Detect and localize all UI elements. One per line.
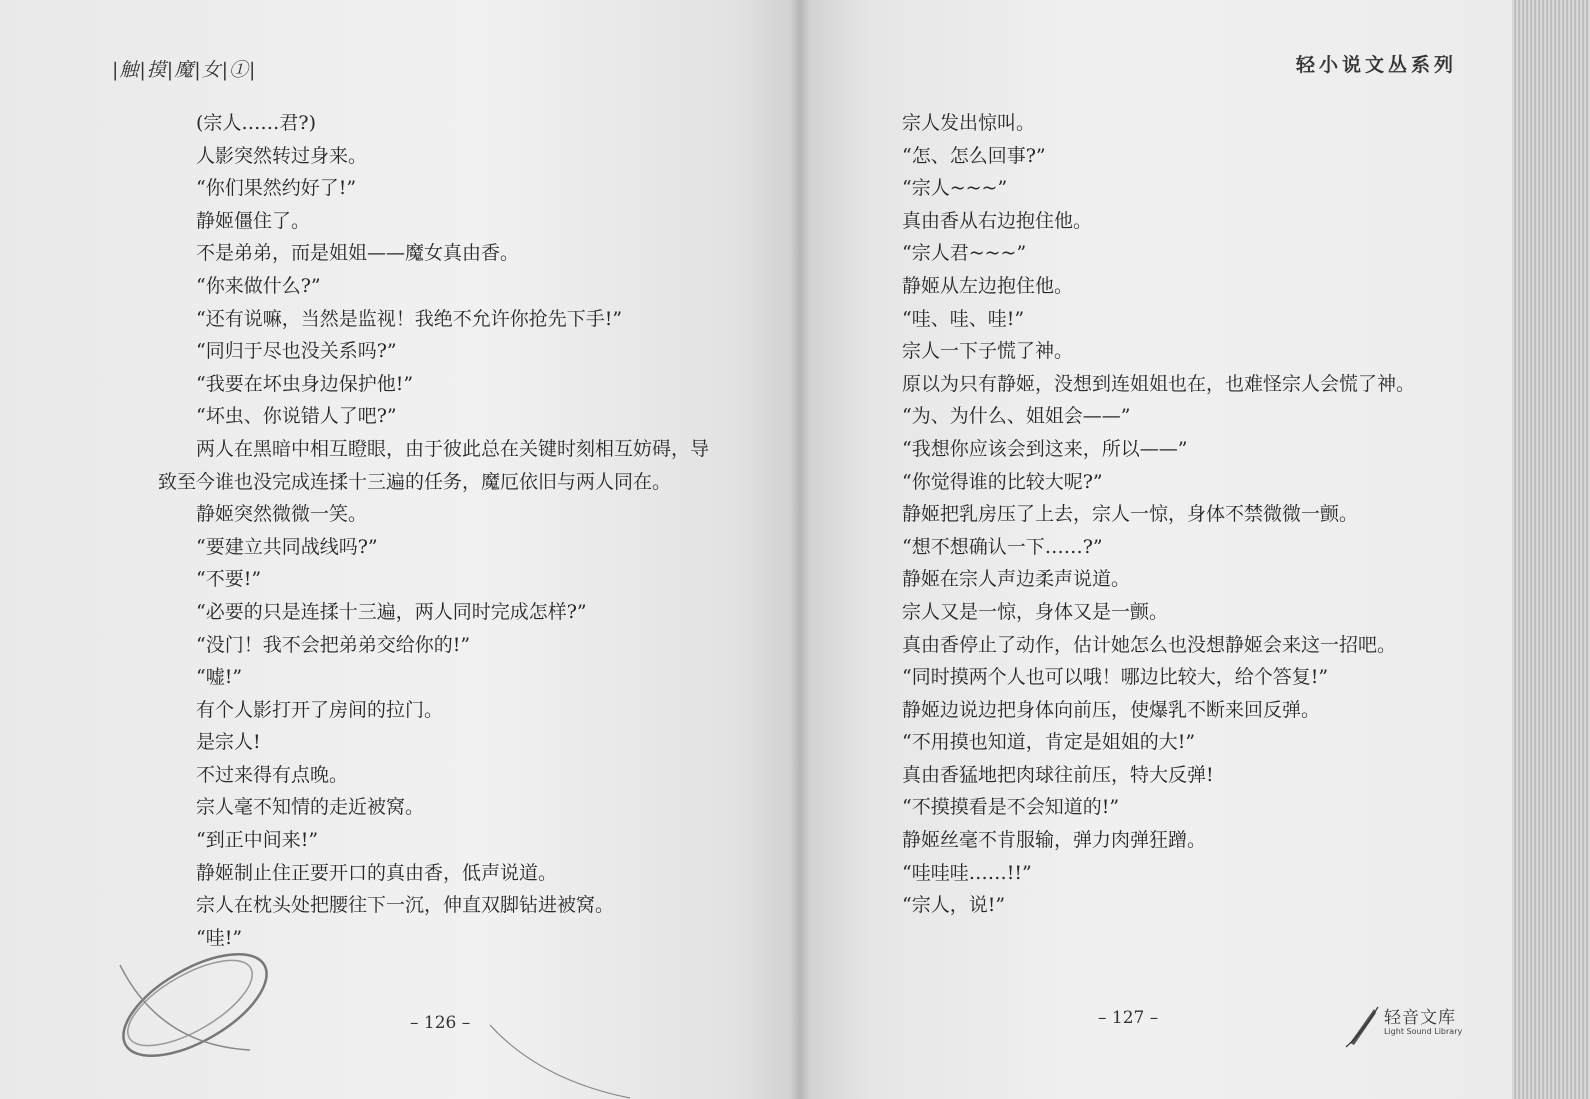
paragraph: “宗人君~~~” (902, 242, 1027, 265)
paragraph: “不要!” (196, 568, 262, 591)
paragraph: “还有说嘛，当然是监视！我绝不允许你抢先下手!” (196, 307, 623, 330)
paragraph: “我想你应该会到这来，所以——” (902, 437, 1188, 460)
paragraph: 有个人影打开了房间的拉门。 (196, 698, 444, 721)
quill-icon (1342, 1003, 1382, 1049)
right-page-number: – 127 – (1098, 1008, 1159, 1028)
page-curl-line (480, 1020, 640, 1099)
left-running-header: |触|摸|魔|女|①| (112, 59, 257, 81)
paragraph: “宗人~~~” (902, 177, 1008, 200)
paragraph: “我要在坏虫身边保护他!” (196, 372, 414, 395)
paragraph: “不摸摸看是不会知道的!” (902, 796, 1120, 819)
paragraph: “必要的只是连揉十三遍，两人同时完成怎样?” (196, 600, 587, 623)
paragraph: 不是弟弟，而是姐姐——魔女真由香。 (196, 242, 520, 265)
paragraph: “要建立共同战线吗?” (196, 535, 378, 558)
right-running-header: 轻小说文丛系列 (1296, 54, 1458, 76)
paragraph: 宗人毫不知情的走近被窝。 (196, 796, 425, 819)
paragraph: (宗人……君?) (196, 112, 317, 134)
paragraph: 静姬边说边把身体向前压，使爆乳不断来回反弹。 (902, 698, 1321, 721)
paragraph: 静姬僵住了。 (196, 209, 311, 232)
paragraph: 是宗人! (196, 731, 261, 754)
book-spine (790, 0, 810, 1099)
paragraph: 宗人发出惊叫。 (902, 112, 1036, 134)
paragraph: “想不想确认一下……?” (902, 535, 1103, 558)
logo-subtitle: Light Sound Library (1384, 1027, 1463, 1036)
paragraph: 静姬制止住正要开口的真由香，低声说道。 (196, 861, 558, 884)
paragraph: 原以为只有静姬，没想到连姐姐也在，也难怪宗人会慌了神。 (902, 372, 1416, 395)
paragraph: 真由香停止了动作，估计她怎么也没想静姬会来这一招吧。 (902, 633, 1397, 656)
publisher-logo (1342, 1003, 1472, 1049)
paragraph: “哇哇哇……!!” (902, 861, 1032, 884)
left-page-text (158, 107, 723, 954)
paragraph: “不用摸也知道，肯定是姐姐的大!” (902, 731, 1196, 754)
paragraph: 真由香猛地把肉球往前压，特大反弹! (902, 763, 1214, 786)
paragraph: “为、为什么、姐姐会——” (902, 405, 1131, 428)
page-edges (1512, 0, 1590, 1099)
paragraph: 宗人在枕头处把腰往下一沉，伸直双脚钻进被窝。 (196, 894, 615, 917)
right-page-text (864, 107, 1429, 922)
paragraph: “你来做什么?” (196, 274, 321, 297)
paragraph: “你觉得谁的比较大呢?” (902, 470, 1103, 493)
paragraph: 静姬丝毫不肯服输，弹力肉弹狂蹭。 (902, 829, 1207, 852)
paragraph: “怎、怎么回事?” (902, 144, 1046, 167)
paragraph: 人影突然转过身来。 (196, 144, 368, 167)
paragraph: 宗人又是一惊，身体又是一颤。 (902, 600, 1169, 623)
paragraph: 静姬从左边抱住他。 (902, 274, 1074, 297)
paragraph: “同时摸两个人也可以哦！哪边比较大，给个答复!” (902, 666, 1329, 689)
paragraph: “同归于尽也没关系吗?” (196, 340, 397, 363)
paragraph: “哇、哇、哇!” (902, 307, 1025, 330)
paragraph: 静姬把乳房压了上去，宗人一惊，身体不禁微微一颤。 (902, 503, 1359, 526)
paragraph: 不过来得有点晚。 (196, 763, 349, 786)
paragraph: 两人在黑暗中相互瞪眼，由于彼此总在关键时刻相互妨碍，导致至今谁也没完成连揉十三遍的任务，魔厄依旧与两人同在。 (158, 437, 710, 493)
paragraph: “宗人，说!” (902, 894, 1006, 917)
paragraph: 静姬突然微微一笑。 (196, 503, 368, 526)
paragraph: “没门！我不会把弟弟交给你的!” (196, 633, 471, 656)
paragraph: “到正中间来!” (196, 829, 319, 852)
paragraph: “坏虫、你说错人了吧?” (196, 405, 397, 428)
left-page-number: – 126 – (410, 1013, 471, 1033)
logo-title: 轻音文库 (1384, 1008, 1456, 1028)
paragraph: “你们果然约好了!” (196, 177, 357, 200)
paragraph: 真由香从右边抱住他。 (902, 209, 1093, 232)
swirl-ornament-icon (100, 925, 280, 1065)
paragraph: “哇!” (196, 926, 243, 949)
paragraph: “嘘!” (196, 666, 243, 689)
paragraph: 宗人一下子慌了神。 (902, 340, 1074, 363)
paragraph: 静姬在宗人声边柔声说道。 (902, 568, 1131, 591)
